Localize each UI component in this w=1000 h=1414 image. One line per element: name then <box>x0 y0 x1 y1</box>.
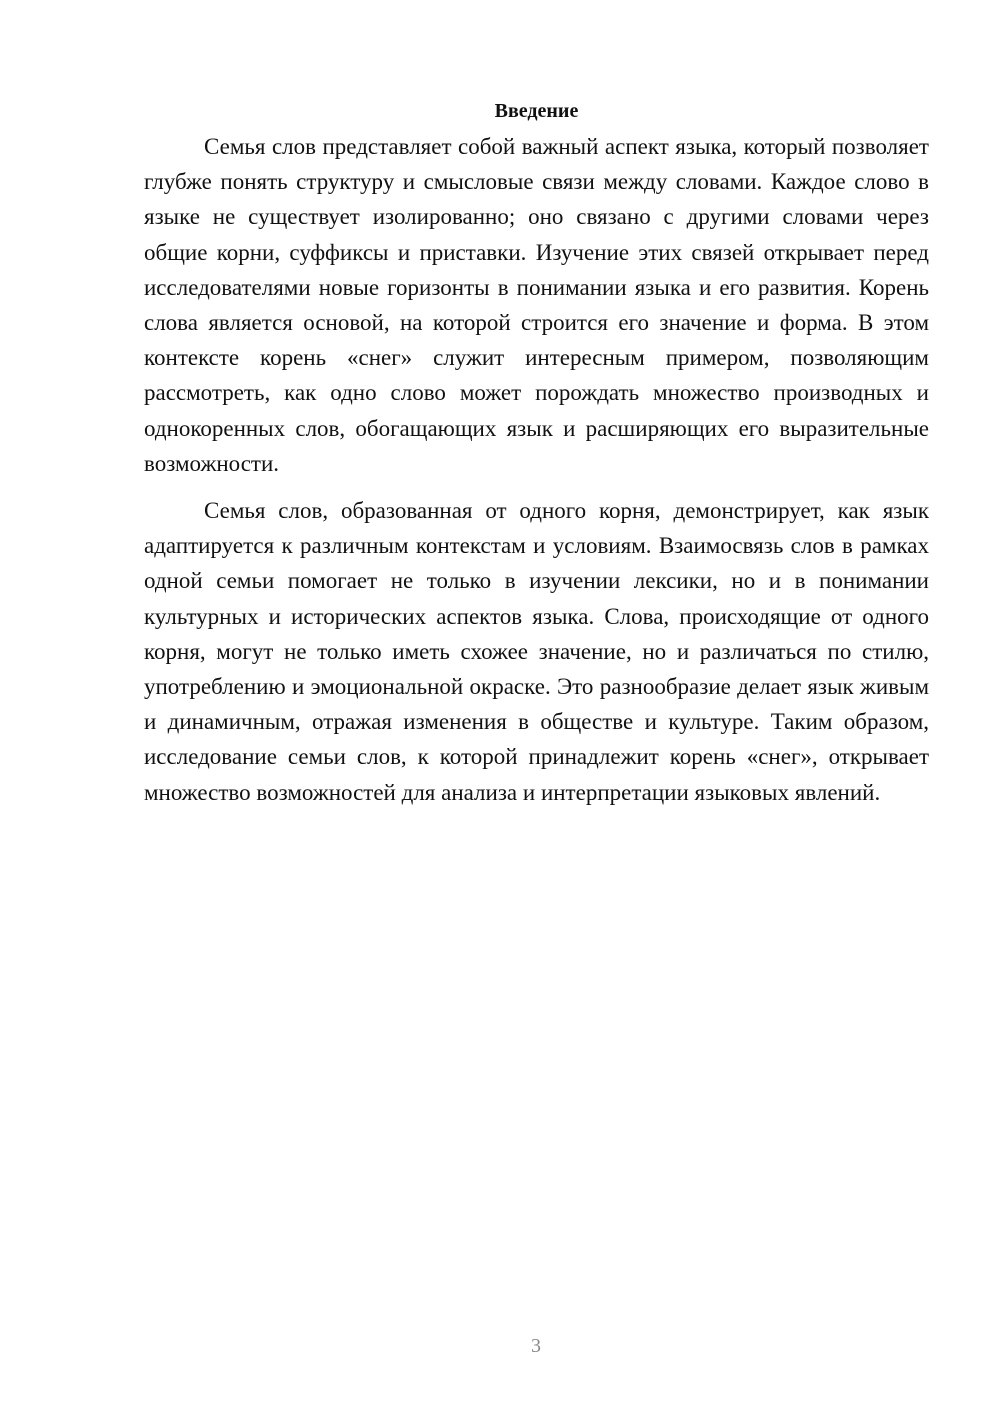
paragraph-1: Семья слов представляет собой важный аспект языка, который позволяет глубже понять структуру и смысловые связи между словами. Каждое слово в языке не существует изолированно; оно связано с другими словами через общие корни, суффиксы и приставки. Изучение этих связей открывает перед исследователями новые горизонты в понимании языка и его развития. Корень слова является основой, на которой строится его значение и форма. В этом контексте корень «снег» служит интересным примером, позволяющим рассмотреть, как одно слово может порождать множество производных и однокоренных слов, обогащающих язык и расширяющих его выразительные возможности. <box>144 134 929 476</box>
page-content <box>144 94 929 810</box>
paragraph-2: Семья слов, образованная от одного корня, демонстрирует, как язык адаптируется к различным контекстам и условиям. Взаимосвязь слов в рамках одной семьи помогает не только в изучении лексики, но и в понимании культурных и исторических аспектов языка. Слова, происходящие от одного корня, могут не только иметь схожее значение, но и различаться по стилю, употреблению и эмоциональной окраске. Это разнообразие делает язык живым и динамичным, отражая изменения в обществе и культуре. Таким образом, исследование семьи слов, к которой принадлежит корень «снег», открывает множество возможностей для анализа и интерпретации языковых явлений. <box>144 498 929 805</box>
section-title: Введение <box>494 100 579 122</box>
page-number: 3 <box>531 1335 541 1357</box>
